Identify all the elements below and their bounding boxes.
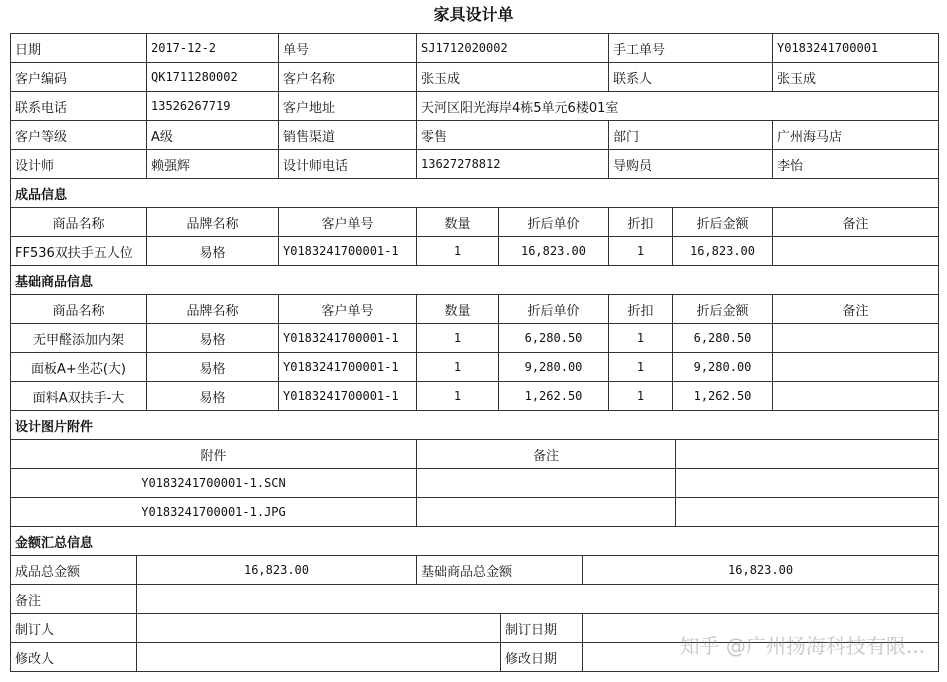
table-row: [11, 324, 939, 353]
column-header: 备注: [773, 295, 939, 324]
cell-quantity: 1: [417, 324, 499, 353]
label-create-date: 制订日期: [501, 614, 583, 643]
section-title-finished: 成品信息: [11, 179, 939, 208]
column-header: 品牌名称: [147, 208, 279, 237]
table-row: [11, 237, 939, 266]
section-header: [11, 527, 939, 556]
column-header: 折后金额: [673, 208, 773, 237]
cell-discount: 1: [609, 382, 673, 411]
column-header: 商品名称: [11, 295, 147, 324]
cell-remark: [773, 237, 939, 266]
cell-remark: [417, 469, 676, 498]
label-basic-total: 基础商品总金额: [417, 556, 583, 585]
column-header: 客户单号: [279, 295, 417, 324]
cell-brand: 易格: [147, 324, 279, 353]
table-row: [11, 382, 939, 411]
cell-product-name: FF536双扶手五人位: [11, 237, 147, 266]
cell-discount: 1: [609, 324, 673, 353]
section-title-basic: 基础商品信息: [11, 266, 939, 295]
cell-product-name: 面料A双扶手-大: [11, 382, 147, 411]
cell-unit-price: 9,280.00: [499, 353, 609, 382]
header-row: [11, 150, 939, 179]
column-header: 折扣: [609, 295, 673, 324]
label-designer: 设计师: [11, 150, 147, 179]
cell-unit-price: 16,823.00: [499, 237, 609, 266]
basic-goods-table: [10, 265, 939, 411]
section-header: [11, 411, 939, 440]
section-title-attachments: 设计图片附件: [11, 411, 939, 440]
column-header-row: [11, 440, 939, 469]
column-header: 商品名称: [11, 208, 147, 237]
header-info-table: [10, 33, 939, 179]
label-customer-name: 客户名称: [279, 63, 417, 92]
table-row: [11, 353, 939, 382]
cell-quantity: 1: [417, 237, 499, 266]
cell-brand: 易格: [147, 237, 279, 266]
label-contact: 联系人: [609, 63, 773, 92]
empty-cell: [676, 469, 939, 498]
value-creator: [137, 614, 501, 643]
cell-customer-order: Y0183241700001-1: [279, 382, 417, 411]
column-header: 客户单号: [279, 208, 417, 237]
value-date: 2017-12-2: [147, 34, 279, 63]
cell-amount: 6,280.50: [673, 324, 773, 353]
value-manual-no: Y0183241700001: [773, 34, 939, 63]
cell-brand: 易格: [147, 382, 279, 411]
cell-amount: 9,280.00: [673, 353, 773, 382]
label-modifier: 修改人: [11, 643, 137, 672]
finished-goods-table: [10, 178, 939, 266]
label-customer-level: 客户等级: [11, 121, 147, 150]
label-remark: 备注: [11, 585, 137, 614]
empty-cell: [676, 440, 939, 469]
cell-amount: 16,823.00: [673, 237, 773, 266]
section-title-summary: 金额汇总信息: [11, 527, 939, 556]
label-finished-total: 成品总金额: [11, 556, 137, 585]
value-designer: 赖强辉: [147, 150, 279, 179]
label-manual-no: 手工单号: [609, 34, 773, 63]
label-department: 部门: [609, 121, 773, 150]
column-header-row: [11, 208, 939, 237]
column-header: 数量: [417, 295, 499, 324]
value-basic-total: 16,823.00: [583, 556, 939, 585]
value-address: 天河区阳光海岸4栋5单元6楼01室: [417, 92, 939, 121]
column-header: 折后单价: [499, 295, 609, 324]
value-customer-code: QK1711280002: [147, 63, 279, 92]
cell-unit-price: 1,262.50: [499, 382, 609, 411]
column-header: 数量: [417, 208, 499, 237]
header-row: [11, 63, 939, 92]
cell-customer-order: Y0183241700001-1: [279, 237, 417, 266]
cell-product-name: 无甲醛添加内架: [11, 324, 147, 353]
watermark: 知乎 @广州扬海科技有限...: [679, 634, 925, 658]
value-finished-total: 16,823.00: [137, 556, 417, 585]
label-date: 日期: [11, 34, 147, 63]
cell-remark: [773, 353, 939, 382]
label-customer-code: 客户编码: [11, 63, 147, 92]
summary-row: [11, 585, 939, 614]
value-phone: 13526267719: [147, 92, 279, 121]
cell-quantity: 1: [417, 382, 499, 411]
cell-customer-order: Y0183241700001-1: [279, 353, 417, 382]
table-row: [11, 469, 939, 498]
cell-product-name: 面板A+坐芯(大): [11, 353, 147, 382]
label-order-no: 单号: [279, 34, 417, 63]
header-row: [11, 92, 939, 121]
label-phone: 联系电话: [11, 92, 147, 121]
attachment-file-link[interactable]: Y0183241700001-1.JPG: [11, 498, 417, 527]
cell-quantity: 1: [417, 353, 499, 382]
section-header: [11, 266, 939, 295]
cell-unit-price: 6,280.50: [499, 324, 609, 353]
label-shopping-guide: 导购员: [609, 150, 773, 179]
cell-customer-order: Y0183241700001-1: [279, 324, 417, 353]
label-designer-phone: 设计师电话: [279, 150, 417, 179]
value-remark: [137, 585, 939, 614]
cell-amount: 1,262.50: [673, 382, 773, 411]
header-row: [11, 121, 939, 150]
cell-discount: 1: [609, 237, 673, 266]
column-header: 附件: [11, 440, 417, 469]
label-address: 客户地址: [279, 92, 417, 121]
label-modify-date: 修改日期: [501, 643, 583, 672]
summary-row: [11, 556, 939, 585]
column-header: 备注: [773, 208, 939, 237]
column-header: 备注: [417, 440, 676, 469]
attachments-table: [10, 410, 939, 527]
attachment-file-link[interactable]: Y0183241700001-1.SCN: [11, 469, 417, 498]
section-header: [11, 179, 939, 208]
cell-discount: 1: [609, 353, 673, 382]
value-sales-channel: 零售: [417, 121, 609, 150]
column-header-row: [11, 295, 939, 324]
value-shopping-guide: 李怡: [773, 150, 939, 179]
value-contact: 张玉成: [773, 63, 939, 92]
document-title: 家具设计单: [433, 5, 514, 24]
column-header: 折后单价: [499, 208, 609, 237]
value-modifier: [137, 643, 501, 672]
value-customer-name: 张玉成: [417, 63, 609, 92]
column-header: 折扣: [609, 208, 673, 237]
cell-remark: [417, 498, 676, 527]
cell-remark: [773, 382, 939, 411]
value-designer-phone: 13627278812: [417, 150, 609, 179]
value-department: 广州海马店: [773, 121, 939, 150]
header-row: [11, 34, 939, 63]
column-header: 折后金额: [673, 295, 773, 324]
column-header: 品牌名称: [147, 295, 279, 324]
cell-brand: 易格: [147, 353, 279, 382]
empty-cell: [676, 498, 939, 527]
label-creator: 制订人: [11, 614, 137, 643]
label-sales-channel: 销售渠道: [279, 121, 417, 150]
cell-remark: [773, 324, 939, 353]
table-row: [11, 498, 939, 527]
value-order-no: SJ1712020002: [417, 34, 609, 63]
value-customer-level: A级: [147, 121, 279, 150]
